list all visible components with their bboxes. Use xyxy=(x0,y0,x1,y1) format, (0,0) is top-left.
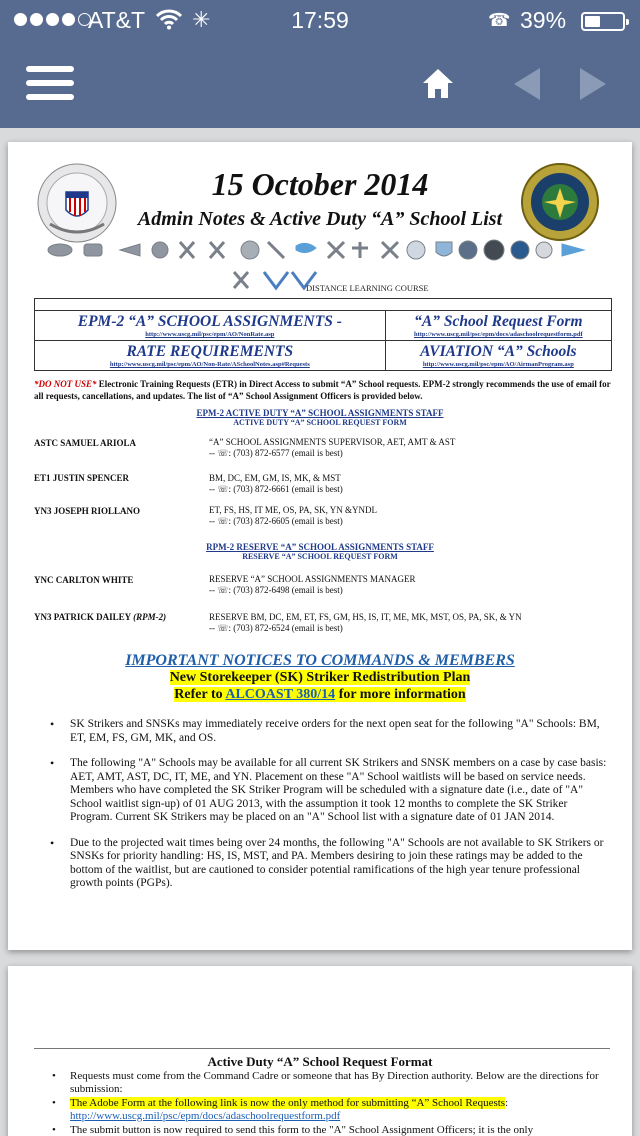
staff-duty xyxy=(209,505,377,527)
distance-learning-label: DISTANCE LEARNING COURSE xyxy=(306,283,429,293)
document-subtitle: Admin Notes & Active Duty “A” School List xyxy=(137,208,503,230)
clock: 17:59 xyxy=(291,7,349,33)
staff-duty xyxy=(209,473,343,495)
staff-phone: -- ☏: (703) 872-6498 (email is best) xyxy=(209,585,343,595)
active-staff-title[interactable]: EPM-2 ACTIVE DUTY “A” SCHOOL ASSIGNMENTS STAFF xyxy=(196,408,444,418)
link-url[interactable]: http://www.uscg.mil/psc/epm/AO/Non-Rate/ASchoolNotes.asp#Requests xyxy=(109,361,310,368)
hamburger-menu-icon[interactable] xyxy=(26,66,74,102)
quick-links-table xyxy=(34,298,612,371)
list-item: • The submit button is now required to send this form to the "A" School Assignment Officers; it is the only xyxy=(52,1124,612,1136)
staff-duty-text: “A” SCHOOL ASSIGNMENTS SUPERVISOR, AET, AMT & AST xyxy=(209,437,456,447)
link-cell[interactable] xyxy=(385,341,611,371)
staff-duty-text: RESERVE BM, DC, EM, ET, FS, GM, HS, IS, IT, ME, MK, MST, OS, PA, SK, & YN xyxy=(209,612,522,622)
etr-notice xyxy=(34,378,614,402)
staff-name xyxy=(34,612,166,622)
carrier-name: AT&T xyxy=(88,7,146,33)
staff-name: YN3 JOSEPH RIOLLANO xyxy=(34,506,141,516)
document-page-2 xyxy=(8,966,632,1136)
link-cell[interactable] xyxy=(35,311,386,341)
document-page-1 xyxy=(8,142,632,950)
link-label: EPM-2 “A” SCHOOL ASSIGNMENTS - xyxy=(77,313,342,330)
document-title: 15 October 2014 xyxy=(211,166,429,202)
link-label: “A” School Request Form xyxy=(414,313,583,330)
request-format-list xyxy=(52,1070,612,1136)
link-url[interactable]: http://www.uscg.mil/psc/epm/docs/adaschoolrequestform.pdf xyxy=(413,331,583,338)
battery-icon xyxy=(581,12,625,31)
notice-text: Electronic Training Requests (ETR) in Direct Access to submit “A” School requests. EPM-2 strongly recommends the use of email for all requests, cancellations, and updates. The list of “A” School Assignment Officers is provided below. xyxy=(34,379,611,401)
staff-phone: -- ☏: (703) 872-6577 (email is best) xyxy=(209,448,343,458)
forward-arrow-icon[interactable] xyxy=(576,66,610,102)
staff-duty-text: ET, FS, HS, IT ME, OS, PA, SK, YN &YNDL xyxy=(209,505,378,515)
link-cell[interactable] xyxy=(35,341,386,371)
staff-name: ASTC SAMUEL ARIOLA xyxy=(34,438,137,448)
ssk-plan-title: New Storekeeper (SK) Striker Redistribution Plan xyxy=(169,670,471,685)
tty-icon: ☎ xyxy=(488,10,511,30)
staff-phone: -- ☏: (703) 872-6661 (email is best) xyxy=(209,484,343,494)
reserve-staff-heading xyxy=(8,542,632,562)
ssk-plan-line xyxy=(8,670,632,686)
ssk-refer-line xyxy=(8,687,632,703)
staff-name-text: YN3 PATRICK DAILEY xyxy=(34,612,134,622)
link-cell[interactable] xyxy=(385,311,611,341)
status-bar xyxy=(0,0,640,40)
active-request-form-link[interactable]: ACTIVE DUTY “A” SCHOOL REQUEST FORM xyxy=(233,418,407,427)
alcoast-link[interactable]: ALCOAST 380/14 xyxy=(225,687,336,702)
ssk-refer-text: Refer to ALCOAST 380/14 for more information xyxy=(174,687,466,702)
staff-name-suffix: (RPM-2) xyxy=(133,612,167,622)
staff-duty xyxy=(209,437,455,459)
important-notices-heading: IMPORTANT NOTICES TO COMMANDS & MEMBERS xyxy=(125,652,515,669)
staff-duty-text: RESERVE “A” SCHOOL ASSIGNMENTS MANAGER xyxy=(209,574,416,584)
staff-duty-text: BM, DC, EM, GM, IS, MK, & MST xyxy=(209,473,341,483)
list-item: • The Adobe Form at the following link is now the only method for submitting “A” School Requests: http://www.uscg.mil/psc/epm/docs/adaschoolrequestform.pdf xyxy=(52,1097,612,1123)
link-label: AVIATION “A” Schools xyxy=(420,343,577,360)
link-label: RATE REQUIREMENTS xyxy=(126,343,294,360)
app-header xyxy=(0,0,640,128)
loading-spinner-icon: ✳ xyxy=(192,7,211,32)
reserve-request-form-link[interactable]: RESERVE “A” SCHOOL REQUEST FORM xyxy=(242,552,398,561)
staff-name: ET1 JUSTIN SPENCER xyxy=(34,473,130,483)
home-icon[interactable] xyxy=(420,66,456,100)
staff-phone: -- ☏: (703) 872-6524 (email is best) xyxy=(209,623,343,633)
list-item: • Due to the projected wait times being over 24 months, the following "A" Schools are not available to SK Strikers or SNSKs for priority handling: HS, IS, MST, and PA. Members desiring to join these ratings may be added to the bottom of the waitlist, but are cautioned to consider potential ramifications of the high year tenure professional growth points (PGPs). xyxy=(50,837,610,891)
staff-name: YNC CARLTON WHITE xyxy=(34,575,134,585)
request-format-title: Active Duty “A” School Request Format xyxy=(207,1054,433,1069)
staff-duty xyxy=(209,574,415,596)
request-form-link[interactable]: http://www.uscg.mil/psc/epm/docs/adaschoolrequestform.pdf xyxy=(70,1110,341,1122)
list-item: • The following "A" Schools may be available for all current SK Strikers and SNSK members on a case by case basis: AET, AMT, AST, DC, IT, ME, and YN. Placement on these "A" School waitlists will be based on service needs. Members who have completed the SK Striker Program will be scheduled with a signature date (i.e., date of "A" School waitlist sign-up) of 01 AUG 2013, with the assumption it took 12 months to complete the SK Striker Program. Current SK Strikers may be placed on an "A" School list with a signature date of 01 JAN 2014. xyxy=(50,757,610,825)
notice-bullets xyxy=(50,718,610,903)
list-item: • SK Strikers and SNSKs may immediately receive orders for the next open seat for the following "A" Schools: BM, ET, EM, FS, GM, MK, and OS. xyxy=(50,718,610,745)
active-staff-heading xyxy=(8,408,632,428)
divider xyxy=(34,1048,610,1049)
back-arrow-icon[interactable] xyxy=(510,66,544,102)
list-item: • Requests must come from the Command Cadre or someone that has By Direction authority. Below are the directions for submission: xyxy=(52,1070,612,1096)
reserve-staff-title[interactable]: RPM-2 RESERVE “A” SCHOOL ASSIGNMENTS STAFF xyxy=(206,542,434,552)
staff-duty xyxy=(209,612,522,634)
staff-phone: -- ☏: (703) 872-6605 (email is best) xyxy=(209,516,343,526)
do-not-use-label: *DO NOT USE* xyxy=(34,379,97,389)
link-url[interactable]: http://www.uscg.mil/psc/epm/AO/AirmanProgram.asp xyxy=(422,361,574,368)
link-url[interactable]: http://www.uscg.mil/psc/epm/AO/NonRate.asp xyxy=(145,331,275,338)
adobe-form-notice: The Adobe Form at the following link is now the only method for submitting “A” School Requests xyxy=(70,1097,506,1109)
battery-percent: 39% xyxy=(520,7,567,33)
